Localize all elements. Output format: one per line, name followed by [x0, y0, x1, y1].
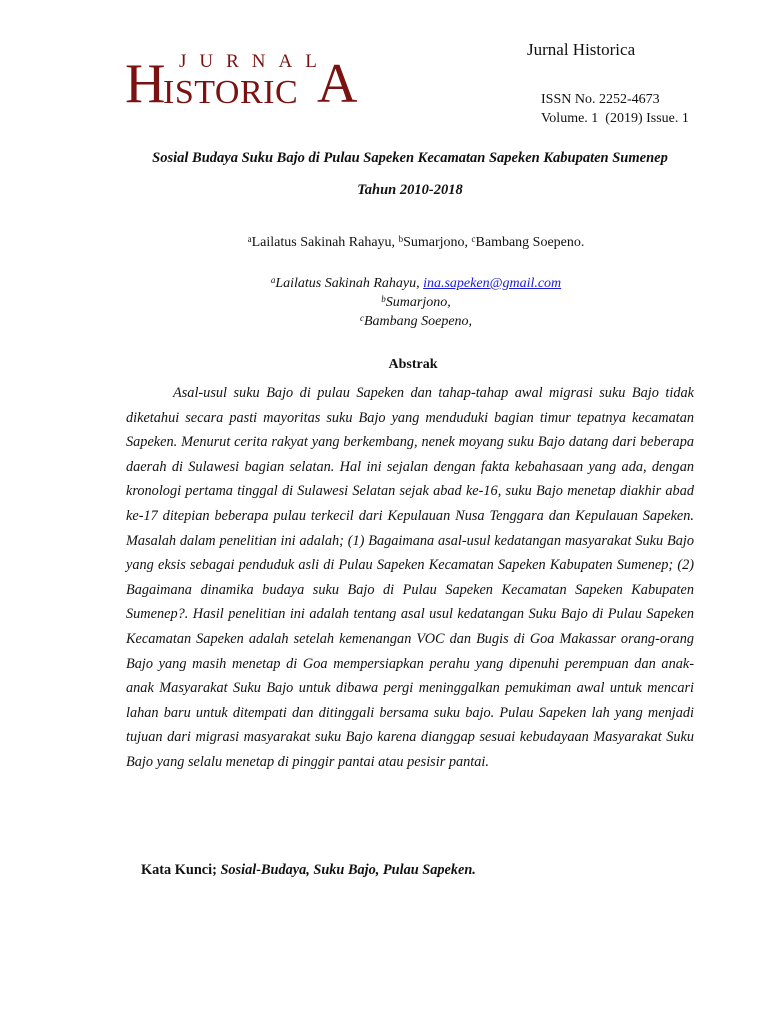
logo-top-text: JURNAL [179, 51, 330, 72]
keywords-label: Kata Kunci; [141, 862, 221, 878]
logo-letter-a: A [317, 53, 358, 115]
affiliation-mark: c [359, 313, 364, 323]
author-name: Bambang Soepeno. [475, 235, 585, 250]
author-mark: a [247, 234, 252, 244]
abstract-body: Asal-usul suku Bajo di pulau Sapeken dan tahap-tahap awal migrasi suku Bajo tidak diketahui secara pasti mayoritas suku Bajo yang menduduki bagian timur tepatnya kecamatan Sapeken. Menurut cerita rakyat yang berkembang, nenek moyang suku Bajo datang dari beberapa daerah di Sulawesi bagian selatan. Hal ini sejalan dengan fakta kebahasaan yang ada, dengan kronologi pertama tinggal di Sulawesi Selatan sejak abad ke-16, suku Bajo menetap diakhir abad ke-17 ditepian beberapa pulau terkecil dari Kepulauan Nusa Tenggara dan Kepulauan Sapeken. Masalah dalam penelitian ini adalah; (1) Bagaimana asal-usul kedatangan masyarakat Suku Bajo yang eksis sebagai penduduk asli di Pulau Sapeken Kecamatan Sapeken Kabupaten Sumenep; (2) Bagaimana dinamika budaya suku Bajo di Pulau Sapeken Kecamatan Sapeken Kabupaten Sumenep?. Hasil penelitian ini adalah tentang asal usul kedatangan Suku Bajo di Pulau Sapeken Kecamatan Sapeken adalah setelah kemenangan VOC dan Bugis di Goa Makassar orang-orang Bajo yang masih menetap di Goa mempersiapkan perahu yang dipenuhi perempuan dan anak-anak Masyarakat Suku Bajo untuk dibawa pergi meninggalkan pemukiman awal untuk mencari lahan baru untuk ditempati dan ditinggali bersama suku bajo. Pulau Sapeken lah yang menjadi tujuan dari migrasi masyarakat suku Bajo karena dianggap sesuai kebudayaan Masyarakat Suku Bajo yang selalu menetap di pinggir pantai atau pesisir pantai. [126, 385, 694, 770]
affiliation-mark: b [381, 294, 386, 304]
affiliation-line [0, 274, 768, 293]
keywords-line [141, 862, 476, 879]
author-mark: c [471, 234, 476, 244]
journal-logo [125, 52, 375, 122]
abstract-heading: Abstrak [388, 357, 438, 372]
affiliation-text: Sumarjono, [385, 295, 451, 310]
title-line-1: Sosial Budaya Suku Bajo di Pulau Sapeken Kecamatan Sapeken Kabupaten Sumenep [152, 150, 668, 166]
affiliation-text: Lailatus Sakinah Rahayu, [275, 276, 424, 291]
journal-name: Jurnal Historica [527, 40, 636, 59]
article-title [60, 142, 760, 206]
volume-issue: Volume. 1 (2019) Issue. 1 [541, 111, 689, 126]
affiliation-list [0, 274, 768, 331]
logo-mid-text: ISTORIC [163, 74, 299, 111]
affiliation-line [0, 312, 768, 331]
issn-number: ISSN No. 2252-4673 [541, 92, 660, 107]
author-name: Lailatus Sakinah Rahayu, [251, 235, 399, 250]
title-line-2: Tahun 2010-2018 [357, 182, 463, 198]
author-name: Sumarjono, [403, 235, 472, 250]
affiliation-line [0, 293, 768, 312]
keywords-value: Sosial-Budaya, Suku Bajo, Pulau Sapeken. [220, 862, 476, 878]
issn-block [541, 90, 689, 128]
affiliation-mark: a [270, 275, 276, 285]
author-mark: b [398, 234, 404, 244]
author-list [0, 235, 768, 251]
logo-letter-h: H [125, 53, 166, 115]
affiliation-text: Bambang Soepeno, [363, 314, 473, 329]
author-email-link[interactable]: ina.sapeken@gmail.com [423, 276, 562, 291]
